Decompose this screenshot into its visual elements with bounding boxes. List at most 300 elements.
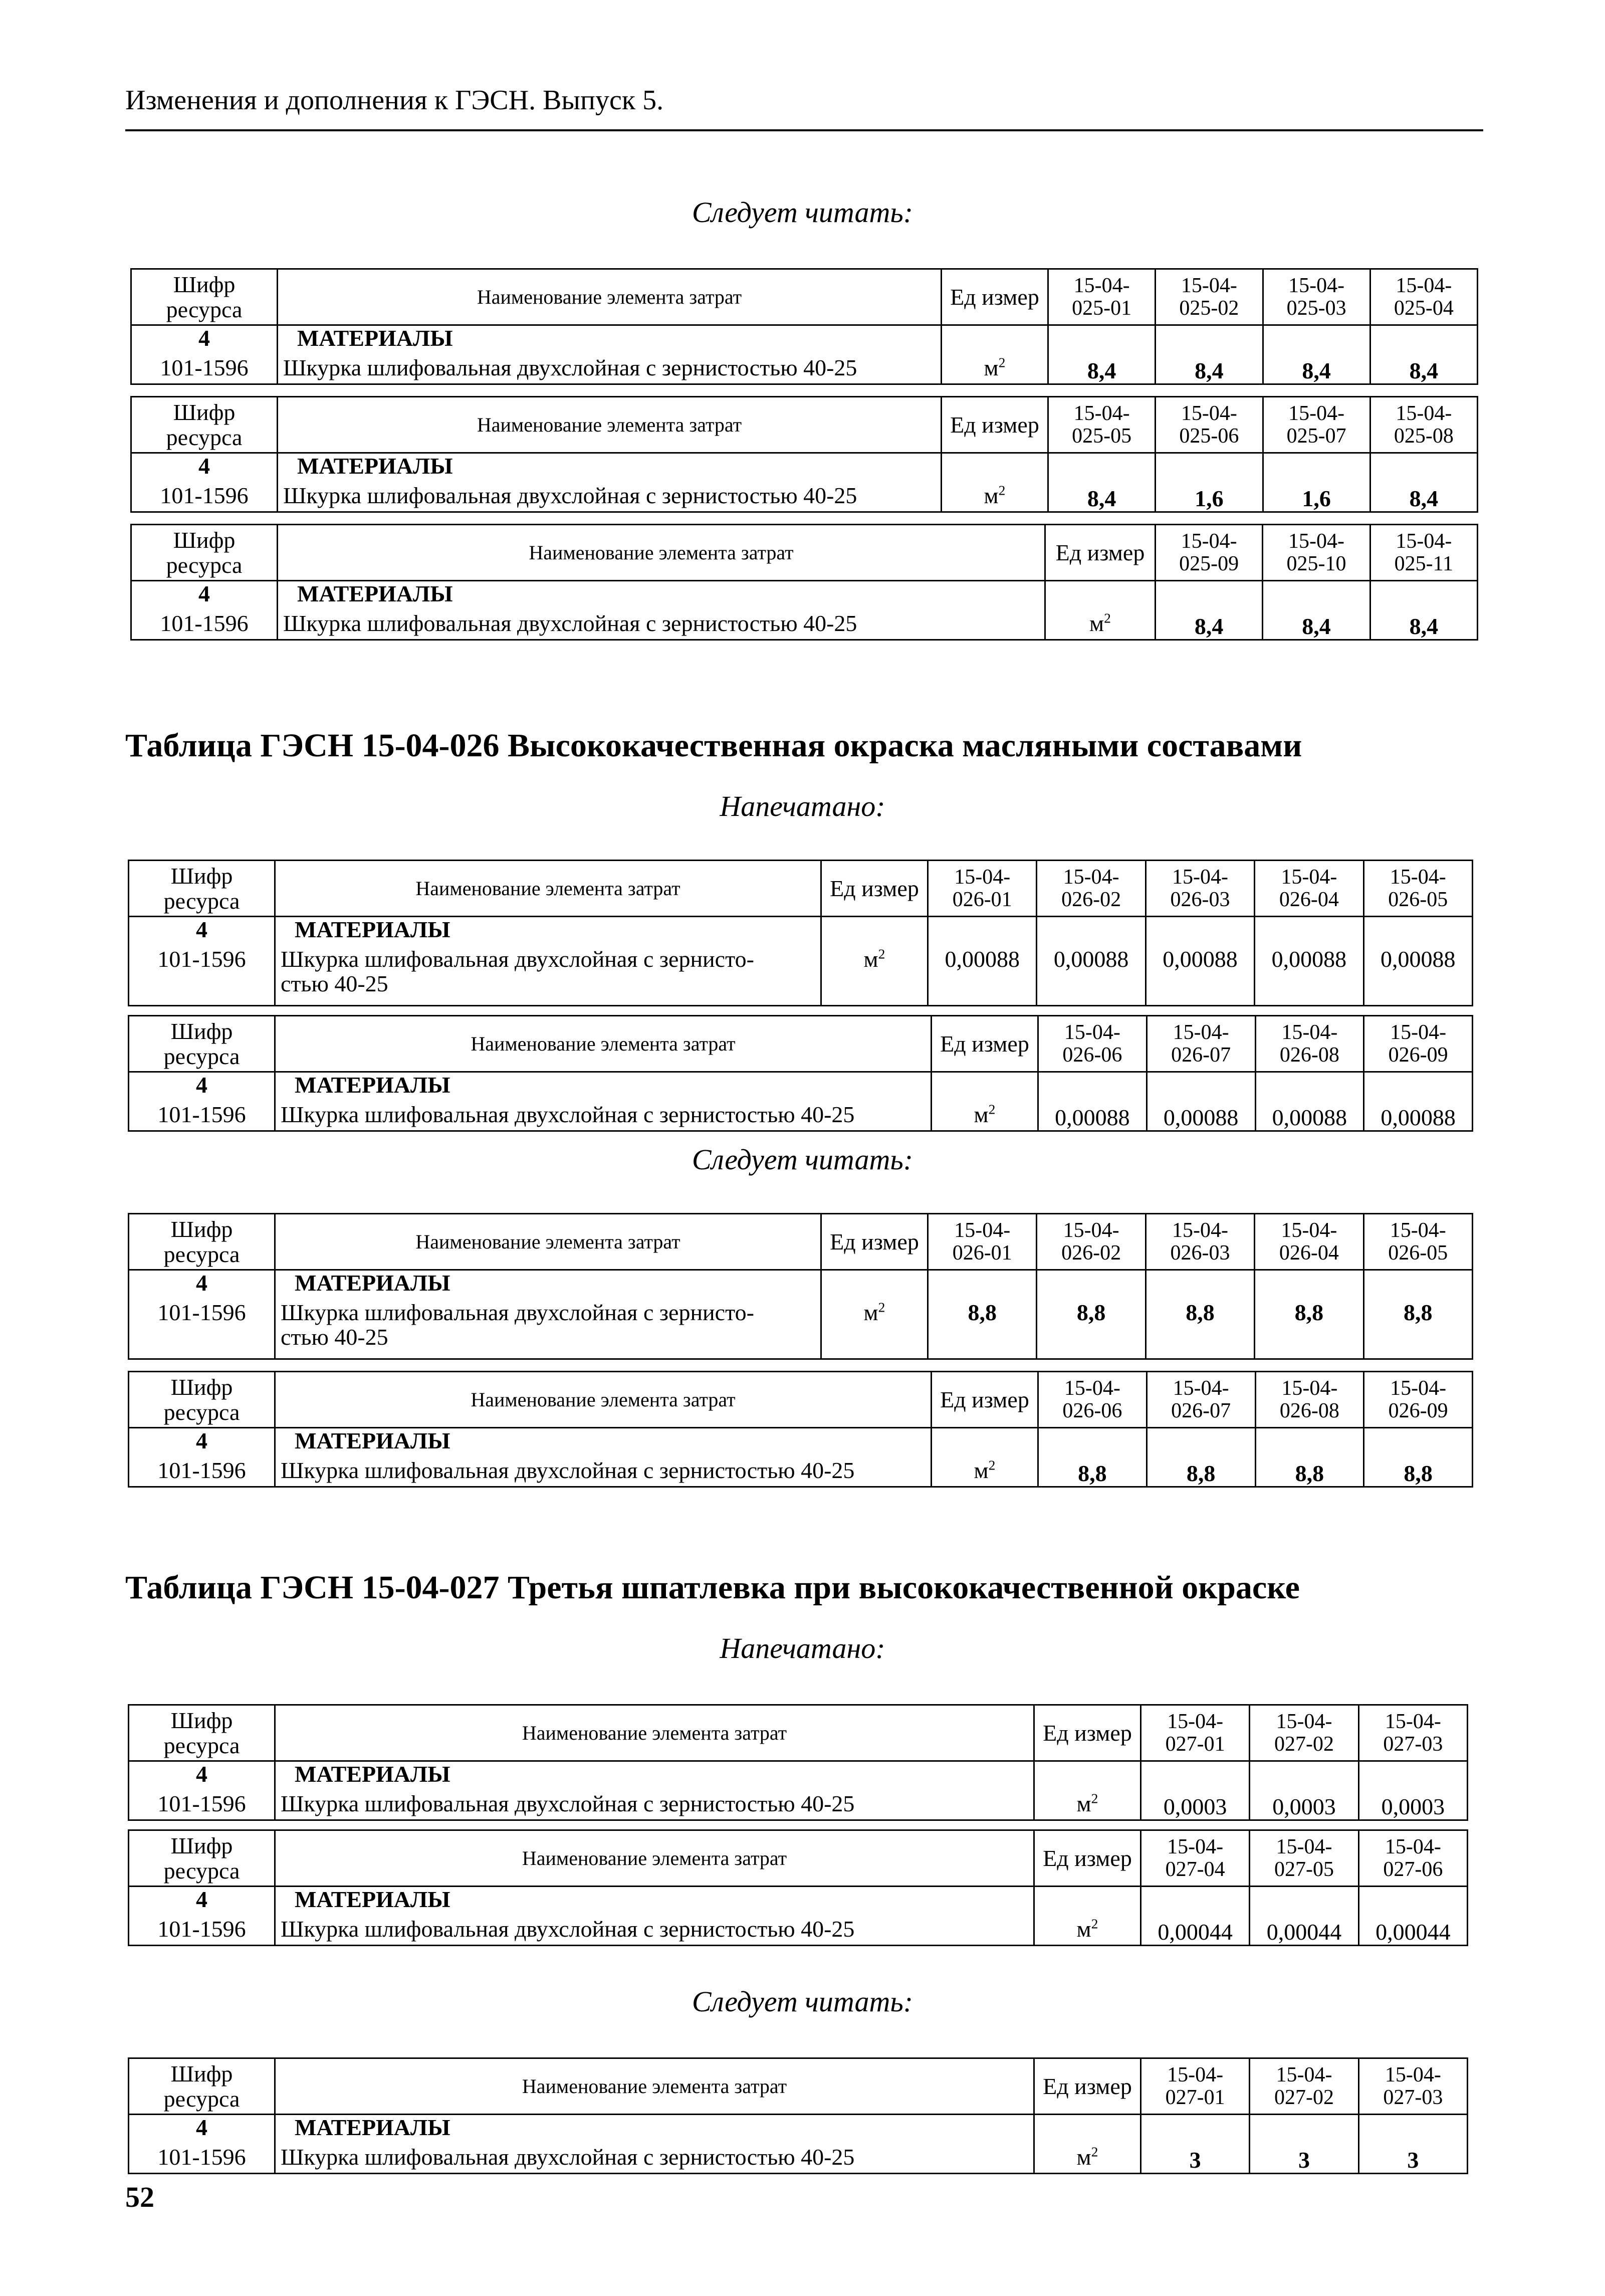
header-norm-code-cell (1358, 1830, 1467, 1887)
resource-unit-cell (1034, 1917, 1141, 1946)
group-value-cell (1255, 917, 1363, 947)
group-value-cell (1250, 1761, 1358, 1791)
group-value-cell (1145, 1270, 1254, 1300)
resource-name-cell: Шкурка шлифовальная двухслойная с зернистостью 40-25 (275, 1917, 1034, 1946)
norm-code-part: 15-04- (954, 866, 1011, 889)
group-value-cell (1145, 917, 1254, 947)
resource-name-line: Шкурка шлифовальная двухслойная с зернисто- (281, 1300, 754, 1325)
table-header-row (129, 1214, 1473, 1270)
resource-table (128, 860, 1473, 1006)
resource-value-cell: 8,4 (1048, 355, 1156, 384)
header-norm-code-cell (1156, 525, 1263, 581)
norm-code-part: 15-04- (1181, 402, 1237, 426)
norm-code-part: 027-01 (1165, 2085, 1225, 2109)
resource-value-cell: 0,00088 (1364, 1102, 1473, 1131)
caption-should-read-026: Следует читать: (692, 1143, 913, 1176)
norm-code-part: 15-04- (1288, 402, 1345, 426)
group-unit-cell (942, 453, 1048, 483)
resource-table (130, 524, 1478, 641)
norm-code-part: 026-05 (1388, 1241, 1448, 1265)
resource-table (130, 268, 1478, 385)
resource-name-cell: Шкурка шлифовальная двухслойная с зернистостью 40-25 (278, 611, 1045, 640)
norm-code-part: 15-04- (1396, 402, 1452, 426)
group-code-cell: 4 (129, 1887, 275, 1917)
resource-name-cell (275, 947, 821, 1006)
header-norm-code-cell (1364, 1016, 1473, 1072)
resource-value-cell: 8,8 (1147, 1458, 1255, 1487)
norm-code-part: 025-04 (1394, 296, 1454, 320)
table-row (129, 947, 1473, 1006)
table-row (129, 1917, 1468, 1946)
norm-code-part: 15-04- (1167, 1710, 1224, 1734)
resource-unit-cell (942, 355, 1048, 384)
norm-code-part: 026-09 (1388, 1043, 1448, 1067)
header-name-cell: Наименование элемента затрат (275, 2058, 1034, 2115)
table-header-row (129, 861, 1473, 917)
resource-value-cell: 8,4 (1370, 355, 1477, 384)
header-norm-code-cell (1370, 525, 1477, 581)
norm-code-part: 15-04- (1385, 1710, 1441, 1734)
unit-exponent: 2 (1104, 610, 1111, 626)
group-value-cell (1358, 1887, 1467, 1917)
table-row (129, 1102, 1473, 1131)
unit-exponent: 2 (1091, 1791, 1098, 1806)
resource-value-cell: 0,00044 (1358, 1917, 1467, 1946)
resource-value-cell: 8,8 (1038, 1458, 1147, 1487)
resource-name-cell: Шкурка шлифовальная двухслойная с зернистостью 40-25 (275, 1458, 932, 1487)
norm-code-part: 025-02 (1179, 296, 1239, 320)
header-norm-code-cell (1255, 1372, 1364, 1428)
norm-code-part: 15-04- (1390, 1377, 1447, 1400)
group-value-cell (1156, 453, 1263, 483)
resource-code-cell: 101-1596 (129, 1102, 275, 1131)
resource-unit-cell (1045, 611, 1156, 640)
group-value-cell (1141, 1761, 1250, 1791)
resource-name-cell (275, 1300, 821, 1359)
header-name-cell: Наименование элемента затрат (278, 525, 1045, 581)
norm-code-part: 15-04- (1396, 274, 1452, 298)
norm-code-part: 026-03 (1170, 1241, 1230, 1265)
norm-code-part: 027-01 (1165, 1732, 1225, 1756)
header-unit-cell: Ед измер (1045, 525, 1156, 581)
unit-exponent: 2 (998, 355, 1006, 370)
header-code-cell: Шифр ресурса (131, 525, 278, 581)
group-code-cell: 4 (129, 1072, 275, 1102)
norm-code-part: 027-03 (1383, 1732, 1443, 1756)
resource-value-cell: 8,8 (928, 1300, 1037, 1359)
norm-code-part: 15-04- (1181, 530, 1237, 553)
table-group-row (131, 453, 1478, 483)
table-header-row (129, 1830, 1468, 1887)
resource-name-cell: Шкурка шлифовальная двухслойная с зернистостью 40-25 (275, 1791, 1034, 1820)
norm-code-part: 025-09 (1179, 552, 1239, 575)
resource-code-cell: 101-1596 (129, 947, 275, 1006)
header-name-cell: Наименование элемента затрат (278, 397, 942, 453)
resource-unit-cell (1034, 2145, 1141, 2174)
group-name-cell: МАТЕРИАЛЫ (275, 1887, 1034, 1917)
norm-code-part: 026-08 (1279, 1043, 1339, 1067)
header-norm-code-cell (1147, 1372, 1255, 1428)
norm-code-part: 15-04- (1064, 1377, 1120, 1400)
group-name-cell: МАТЕРИАЛЫ (275, 1270, 821, 1300)
norm-code-part: 025-05 (1072, 424, 1132, 448)
resource-value-cell: 0,00088 (1145, 947, 1254, 1006)
resource-value-cell: 0,0003 (1250, 1791, 1358, 1820)
group-value-cell (1038, 1072, 1147, 1102)
resource-value-cell: 8,4 (1156, 611, 1263, 640)
resource-code-cell: 101-1596 (129, 1917, 275, 1946)
resource-value-cell: 8,4 (1156, 355, 1263, 384)
resource-value-cell: 1,6 (1156, 483, 1263, 512)
header-norm-code-cell (1263, 269, 1370, 325)
norm-code-part: 025-10 (1286, 552, 1346, 575)
header-norm-code-cell (1363, 1214, 1472, 1270)
header-norm-code-cell (928, 1214, 1037, 1270)
resource-code-cell: 101-1596 (129, 1300, 275, 1359)
group-unit-cell (1034, 2115, 1141, 2145)
norm-code-part: 027-02 (1274, 1732, 1334, 1756)
table-group-row (129, 2115, 1468, 2145)
header-code-cell: Шифр ресурса (131, 397, 278, 453)
header-code-cell: Шифр ресурса (129, 1016, 275, 1072)
header-code-cell: Шифр ресурса (129, 1830, 275, 1887)
header-norm-code-cell (1255, 1214, 1363, 1270)
unit-exponent: 2 (878, 1300, 885, 1315)
header-unit-cell: Ед измер (932, 1372, 1038, 1428)
norm-code-part: 15-04- (1063, 1219, 1119, 1242)
group-value-cell (1363, 1270, 1472, 1300)
group-unit-cell (932, 1072, 1038, 1102)
resource-value-cell: 0,00088 (1363, 947, 1472, 1006)
norm-code-part: 15-04- (1281, 866, 1337, 889)
resource-table (128, 1704, 1468, 1821)
table-header-row (129, 1705, 1468, 1761)
table-row (129, 1791, 1468, 1820)
resource-table (128, 1829, 1468, 1946)
unit-exponent: 2 (988, 1102, 996, 1117)
norm-code-part: 15-04- (1172, 866, 1228, 889)
unit-exponent: 2 (1091, 1916, 1098, 1932)
header-name-cell: Наименование элемента затрат (275, 1830, 1034, 1887)
header-unit-cell: Ед измер (1034, 2058, 1141, 2115)
group-value-cell (928, 1270, 1037, 1300)
table-group-row (129, 1761, 1468, 1791)
resource-value-cell: 0,00088 (1038, 1102, 1147, 1131)
resource-value-cell: 0,0003 (1358, 1791, 1467, 1820)
norm-code-part: 026-05 (1388, 888, 1448, 911)
norm-code-part: 026-06 (1062, 1399, 1122, 1422)
header-norm-code-cell (1145, 861, 1254, 917)
resource-value-cell: 0,00088 (928, 947, 1037, 1006)
header-norm-code-cell (1255, 861, 1363, 917)
group-value-cell (1147, 1072, 1255, 1102)
group-value-cell (1048, 453, 1156, 483)
resource-code-cell: 101-1596 (129, 1458, 275, 1487)
resource-value-cell: 8,8 (1255, 1458, 1364, 1487)
group-value-cell (1156, 325, 1263, 355)
norm-code-part: 15-04- (1064, 1021, 1120, 1045)
norm-code-part: 15-04- (1073, 274, 1130, 298)
header-norm-code-cell (1048, 269, 1156, 325)
resource-unit-cell (821, 947, 928, 1006)
group-value-cell (1250, 2115, 1358, 2145)
header-rule (125, 129, 1483, 131)
resource-code-cell: 101-1596 (131, 611, 278, 640)
group-value-cell (1048, 325, 1156, 355)
header-name-cell: Наименование элемента затрат (275, 1214, 821, 1270)
norm-code-part: 027-04 (1165, 1857, 1225, 1881)
header-unit-cell: Ед измер (1034, 1830, 1141, 1887)
resource-value-cell: 0,00044 (1141, 1917, 1250, 1946)
group-code-cell: 4 (129, 2115, 275, 2145)
norm-code-part: 026-02 (1061, 888, 1121, 911)
norm-code-part: 027-03 (1383, 2085, 1443, 2109)
table-row (129, 1458, 1473, 1487)
norm-code-part: 15-04- (1173, 1021, 1229, 1045)
header-norm-code-cell (1364, 1372, 1473, 1428)
norm-code-part: 15-04- (1288, 530, 1344, 553)
header-name-cell: Наименование элемента затрат (275, 1705, 1034, 1761)
resource-value-cell: 1,6 (1263, 483, 1370, 512)
table-row (129, 2145, 1468, 2174)
header-norm-code-cell (1358, 2058, 1467, 2115)
norm-code-part: 15-04- (1063, 866, 1119, 889)
group-code-cell: 4 (131, 581, 278, 611)
group-value-cell (1263, 581, 1370, 611)
resource-name-line: стью 40-25 (281, 1324, 388, 1350)
header-code-cell: Шифр ресурса (129, 1372, 275, 1428)
norm-code-part: 15-04- (1390, 866, 1446, 889)
unit-exponent: 2 (878, 946, 885, 962)
header-unit-cell: Ед измер (821, 1214, 928, 1270)
header-name-cell: Наименование элемента затрат (275, 1016, 932, 1072)
page-number: 52 (125, 2181, 154, 2213)
header-name-cell: Наименование элемента затрат (278, 269, 942, 325)
header-norm-code-cell (1038, 1372, 1147, 1428)
resource-value-cell: 3 (1250, 2145, 1358, 2174)
header-norm-code-cell (1141, 1705, 1250, 1761)
resource-value-cell: 0,00088 (1255, 947, 1363, 1006)
resource-table (128, 2057, 1468, 2174)
group-name-cell: МАТЕРИАЛЫ (278, 581, 1045, 611)
resource-name-cell: Шкурка шлифовальная двухслойная с зернистостью 40-25 (278, 355, 942, 384)
norm-code-part: 15-04- (1385, 1835, 1441, 1859)
header-name-cell: Наименование элемента затрат (275, 1372, 932, 1428)
resource-value-cell: 8,4 (1370, 611, 1477, 640)
unit-base: м (863, 1300, 878, 1325)
table-header-row (131, 525, 1478, 581)
table-title-027: Таблица ГЭСН 15-04-027 Третья шпатлевка при высококачественной окраске (125, 1569, 1300, 1606)
table-row (129, 1300, 1473, 1359)
group-unit-cell (821, 917, 928, 947)
unit-base: м (1089, 610, 1104, 636)
table-group-row (129, 917, 1473, 947)
norm-code-part: 15-04- (1281, 1021, 1338, 1045)
table-group-row (129, 1072, 1473, 1102)
header-unit-cell: Ед измер (1034, 1705, 1141, 1761)
resource-value-cell: 8,4 (1263, 355, 1370, 384)
group-value-cell (1358, 2115, 1467, 2145)
header-norm-code-cell (1370, 269, 1477, 325)
group-name-cell: МАТЕРИАЛЫ (275, 2115, 1034, 2145)
resource-value-cell: 0,00044 (1250, 1917, 1358, 1946)
norm-code-part: 15-04- (1073, 402, 1130, 426)
resource-code-cell: 101-1596 (129, 2145, 275, 2174)
norm-code-part: 026-03 (1170, 888, 1230, 911)
norm-code-part: 15-04- (954, 1219, 1011, 1242)
table-group-row (131, 325, 1478, 355)
header-norm-code-cell (1037, 1214, 1145, 1270)
norm-code-part: 026-04 (1279, 1241, 1339, 1265)
resource-table (128, 1371, 1473, 1488)
group-code-cell: 4 (129, 1428, 275, 1458)
resource-unit-cell (932, 1102, 1038, 1131)
norm-code-part: 15-04- (1281, 1377, 1338, 1400)
group-unit-cell (932, 1428, 1038, 1458)
header-norm-code-cell (1141, 1830, 1250, 1887)
group-value-cell (1147, 1428, 1255, 1458)
resource-value-cell: 8,4 (1048, 483, 1156, 512)
header-norm-code-cell (1250, 1705, 1358, 1761)
norm-code-part: 15-04- (1276, 1835, 1332, 1859)
table-row (131, 611, 1478, 640)
resource-name-line: стью 40-25 (281, 971, 388, 997)
group-code-cell: 4 (129, 1761, 275, 1791)
header-unit-cell: Ед измер (932, 1016, 1038, 1072)
norm-code-part: 15-04- (1276, 2063, 1332, 2087)
header-unit-cell: Ед измер (942, 397, 1048, 453)
resource-value-cell: 3 (1358, 2145, 1467, 2174)
header-norm-code-cell (1156, 269, 1263, 325)
norm-code-part: 026-04 (1279, 888, 1339, 911)
group-value-cell (1141, 1887, 1250, 1917)
group-name-cell: МАТЕРИАЛЫ (275, 917, 821, 947)
norm-code-part: 15-04- (1173, 1377, 1229, 1400)
table-header-row (131, 269, 1478, 325)
group-unit-cell (821, 1270, 928, 1300)
header-norm-code-cell (1141, 2058, 1250, 2115)
table-group-row (129, 1887, 1468, 1917)
group-value-cell (1263, 325, 1370, 355)
group-unit-cell (1034, 1761, 1141, 1791)
group-unit-cell (1045, 581, 1156, 611)
norm-code-part: 025-11 (1394, 552, 1454, 575)
unit-exponent: 2 (1091, 2144, 1098, 2160)
unit-exponent: 2 (998, 483, 1006, 498)
norm-code-part: 15-04- (1172, 1219, 1228, 1242)
group-unit-cell (942, 325, 1048, 355)
group-name-cell: МАТЕРИАЛЫ (275, 1072, 932, 1102)
group-value-cell (1038, 1428, 1147, 1458)
group-value-cell (1358, 1761, 1467, 1791)
resource-name-cell: Шкурка шлифовальная двухслойная с зернистостью 40-25 (278, 483, 942, 512)
caption-should-read-025: Следует читать: (692, 196, 913, 229)
norm-code-part: 025-07 (1286, 424, 1346, 448)
group-value-cell (1141, 2115, 1250, 2145)
norm-code-part: 15-04- (1390, 1021, 1447, 1045)
norm-code-part: 15-04- (1181, 274, 1237, 298)
header-norm-code-cell (1250, 1830, 1358, 1887)
header-norm-code-cell (1255, 1016, 1364, 1072)
norm-code-part: 027-06 (1383, 1857, 1443, 1881)
header-norm-code-cell (928, 861, 1037, 917)
resource-unit-cell (1034, 1791, 1141, 1820)
header-norm-code-cell (1147, 1016, 1255, 1072)
resource-value-cell: 8,8 (1145, 1300, 1254, 1359)
resource-unit-cell (932, 1458, 1038, 1487)
table-row (131, 483, 1478, 512)
group-value-cell (1263, 453, 1370, 483)
resource-table (128, 1213, 1473, 1360)
group-value-cell (1255, 1428, 1364, 1458)
group-name-cell: МАТЕРИАЛЫ (278, 325, 942, 355)
norm-code-part: 15-04- (1385, 2063, 1441, 2087)
norm-code-part: 026-01 (952, 888, 1012, 911)
resource-value-cell: 3 (1141, 2145, 1250, 2174)
norm-code-part: 025-03 (1286, 296, 1346, 320)
unit-base: м (863, 946, 878, 972)
header-norm-code-cell (1263, 525, 1370, 581)
group-value-cell (1363, 917, 1472, 947)
header-norm-code-cell (1145, 1214, 1254, 1270)
unit-base: м (1076, 1916, 1091, 1942)
group-value-cell (1255, 1072, 1364, 1102)
group-code-cell: 4 (131, 453, 278, 483)
resource-name-cell: Шкурка шлифовальная двухслойная с зернистостью 40-25 (275, 1102, 932, 1131)
norm-code-part: 15-04- (1281, 1219, 1337, 1242)
header-norm-code-cell (1358, 1705, 1467, 1761)
unit-base: м (974, 1102, 989, 1127)
group-value-cell (1364, 1428, 1473, 1458)
group-value-cell (1250, 1887, 1358, 1917)
group-value-cell (1037, 917, 1145, 947)
header-code-cell: Шифр ресурса (131, 269, 278, 325)
header-code-cell: Шифр ресурса (129, 1705, 275, 1761)
norm-code-part: 027-02 (1274, 2085, 1334, 2109)
resource-value-cell: 0,00088 (1147, 1102, 1255, 1131)
group-value-cell (1364, 1072, 1473, 1102)
resource-table (130, 396, 1478, 513)
header-unit-cell: Ед измер (821, 861, 928, 917)
caption-printed-026: Напечатано: (720, 790, 885, 822)
resource-name-line: Шкурка шлифовальная двухслойная с зернисто- (281, 946, 754, 972)
group-value-cell (1370, 453, 1477, 483)
header-norm-code-cell (1370, 397, 1477, 453)
table-header-row (129, 1372, 1473, 1428)
resource-code-cell: 101-1596 (131, 355, 278, 384)
header-norm-code-cell (1263, 397, 1370, 453)
group-value-cell (1370, 325, 1477, 355)
group-code-cell: 4 (129, 1270, 275, 1300)
unit-base: м (984, 355, 999, 380)
unit-exponent: 2 (988, 1457, 996, 1473)
norm-code-part: 026-06 (1062, 1043, 1122, 1067)
resource-value-cell: 0,0003 (1141, 1791, 1250, 1820)
header-name-cell: Наименование элемента затрат (275, 861, 821, 917)
resource-code-cell: 101-1596 (129, 1791, 275, 1820)
group-value-cell (1156, 581, 1263, 611)
table-group-row (129, 1428, 1473, 1458)
group-unit-cell (1034, 1887, 1141, 1917)
header-norm-code-cell (1038, 1016, 1147, 1072)
resource-value-cell: 8,4 (1263, 611, 1370, 640)
resource-name-cell: Шкурка шлифовальная двухслойная с зернистостью 40-25 (275, 2145, 1034, 2174)
table-header-row (131, 397, 1478, 453)
table-title-026: Таблица ГЭСН 15-04-026 Высококачественная окраска масляными составами (125, 727, 1302, 764)
resource-value-cell: 0,00088 (1255, 1102, 1364, 1131)
norm-code-part: 026-07 (1171, 1043, 1231, 1067)
table-header-row (129, 1016, 1473, 1072)
